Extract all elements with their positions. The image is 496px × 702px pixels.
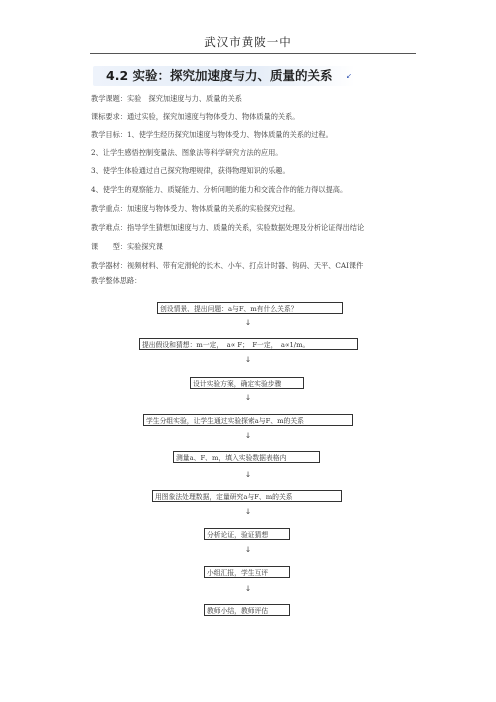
difficult-point: 教学难点：指导学生猜想加速度与力、质量的关系，实验数据处理及分析论证得出结论 [91, 223, 365, 232]
flow-step-7: 分析论证，验证猜想 [204, 528, 290, 540]
flow-step-2: 提出假设和猜想：m一定， a∝ F； F一定， a∝1/m。 [139, 338, 358, 350]
down-arrow-icon: ↓ [244, 584, 252, 593]
flow-step-5: 测量a、F、m，填入实验数据表格内 [173, 451, 320, 463]
down-arrow-icon: ↓ [244, 431, 252, 440]
flow-step-9: 教师小结，教师评估 [204, 604, 290, 616]
school-name: 武汉市黄陂一中 [204, 35, 292, 49]
header-divider [90, 53, 416, 54]
paragraph-mark-icon: ↙ [346, 72, 352, 80]
flow-step-8: 小组汇报，学生互评 [204, 566, 290, 578]
teaching-equipment: 教学器材：视频材料、带有定滑轮的长木、小车、打点计时器、钩码、天平、CAI课件 [91, 261, 364, 270]
lesson-type: 课 型：实验探究课 [91, 242, 163, 251]
overall-approach: 教学整体思路： [91, 276, 142, 285]
down-arrow-icon: ↓ [244, 355, 252, 364]
down-arrow-icon: ↓ [244, 470, 252, 479]
lesson-topic: 教学课题：实验 探究加速度与力、质量的关系 [91, 94, 242, 103]
objective-3: 3、使学生体验通过自己探究物理规律，获得物理知识的乐趣。 [91, 166, 290, 175]
down-arrow-icon: ↓ [244, 318, 252, 327]
lesson-title: 4.2 实验：探究加速度与力、质量的关系 [106, 68, 333, 83]
objective-2: 2、让学生感悟控制变量法、图象法等科学研究方法的应用。 [91, 148, 283, 157]
flow-step-3: 设计实验方案，确定实验步骤 [190, 377, 304, 389]
objective-1: 教学目标：1、使学生经历探究加速度与物体受力、物体质量的关系的过程。 [91, 130, 333, 139]
key-point: 教学重点：加速度与物体受力、物体质量的关系的实验探究过程。 [91, 204, 300, 213]
flow-step-4: 学生分组实验，让学生通过实验探索a与F、m的关系 [143, 414, 353, 426]
flow-step-6: 用图象法处理数据，定量研究a与F、m的关系 [152, 490, 342, 502]
down-arrow-icon: ↓ [244, 545, 252, 554]
down-arrow-icon: ↓ [244, 393, 252, 402]
down-arrow-icon: ↓ [244, 507, 252, 516]
objective-4: 4、使学生的观察能力、质疑能力、分析问题的能力和交流合作的能力得以提高。 [91, 185, 348, 194]
curriculum-requirement: 课标要求：通过实验，探究加速度与物体受力、物体质量的关系。 [91, 112, 300, 121]
flow-step-1: 创设情景、提出问题：a与F、m有什么关系？ [157, 302, 343, 314]
